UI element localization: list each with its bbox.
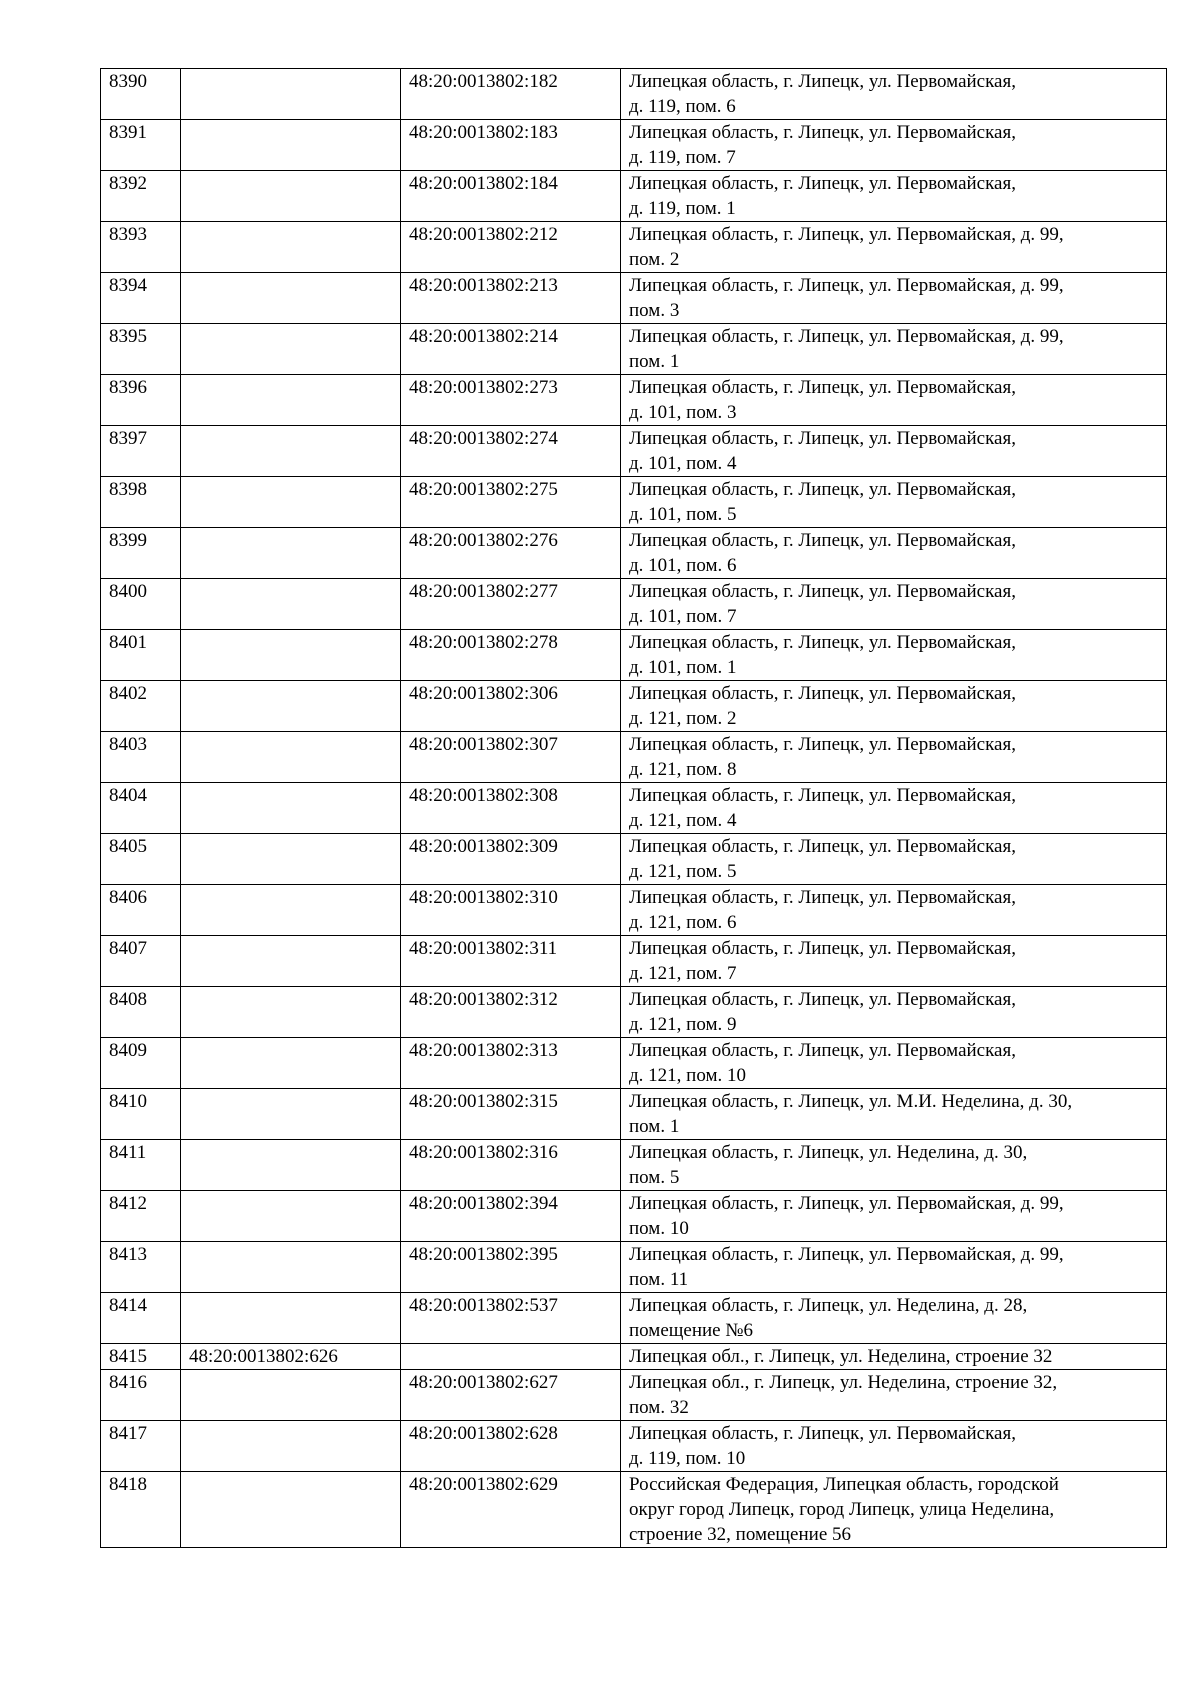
address-cell — [621, 324, 1167, 375]
building-cadastral-number-cell — [181, 1140, 401, 1191]
address-cell — [621, 1344, 1167, 1370]
room-cadastral-number-cell: 48:20:0013802:213 — [401, 273, 621, 324]
room-cadastral-number-cell: 48:20:0013802:274 — [401, 426, 621, 477]
building-cadastral-number-cell — [181, 528, 401, 579]
row-number-cell: 8405 — [101, 834, 181, 885]
address-line: Липецкая область, г. Липецк, ул. Первомайская, — [629, 1040, 1016, 1061]
room-cadastral-number-cell: 48:20:0013802:309 — [401, 834, 621, 885]
address-cell — [621, 834, 1167, 885]
address-line: строение 32, помещение 56 — [629, 1524, 851, 1545]
row-number-cell: 8402 — [101, 681, 181, 732]
building-cadastral-number-cell — [181, 732, 401, 783]
building-cadastral-number-cell — [181, 1089, 401, 1140]
row-number-cell: 8396 — [101, 375, 181, 426]
room-cadastral-number-cell: 48:20:0013802:182 — [401, 69, 621, 120]
address-line: пом. 1 — [629, 351, 680, 372]
table-row — [101, 1242, 1167, 1293]
room-cadastral-number-cell: 48:20:0013802:275 — [401, 477, 621, 528]
row-number-cell: 8406 — [101, 885, 181, 936]
row-number-cell: 8413 — [101, 1242, 181, 1293]
building-cadastral-number-cell — [181, 1038, 401, 1089]
building-cadastral-number-cell — [181, 987, 401, 1038]
room-cadastral-number-cell: 48:20:0013802:627 — [401, 1370, 621, 1421]
table-row — [101, 630, 1167, 681]
building-cadastral-number-cell — [181, 1242, 401, 1293]
row-number-cell: 8395 — [101, 324, 181, 375]
address-cell — [621, 1089, 1167, 1140]
room-cadastral-number-cell: 48:20:0013802:310 — [401, 885, 621, 936]
row-number-cell: 8403 — [101, 732, 181, 783]
row-number-cell: 8408 — [101, 987, 181, 1038]
address-line: пом. 2 — [629, 249, 680, 270]
building-cadastral-number-cell — [181, 1191, 401, 1242]
address-line: д. 119, пом. 6 — [629, 96, 736, 117]
address-cell — [621, 69, 1167, 120]
row-number-cell: 8398 — [101, 477, 181, 528]
address-line: Липецкая область, г. Липецк, ул. Первомайская, — [629, 428, 1016, 449]
building-cadastral-number-cell — [181, 681, 401, 732]
room-cadastral-number-cell: 48:20:0013802:277 — [401, 579, 621, 630]
row-number-cell: 8390 — [101, 69, 181, 120]
room-cadastral-number-cell: 48:20:0013802:395 — [401, 1242, 621, 1293]
table-row — [101, 681, 1167, 732]
address-line: помещение №6 — [629, 1320, 753, 1341]
address-line: Липецкая область, г. Липецк, ул. Первомайская, — [629, 377, 1016, 398]
room-cadastral-number-cell: 48:20:0013802:316 — [401, 1140, 621, 1191]
building-cadastral-number-cell — [181, 1472, 401, 1548]
address-cell — [621, 1370, 1167, 1421]
building-cadastral-number-cell — [181, 1421, 401, 1472]
room-cadastral-number-cell: 48:20:0013802:394 — [401, 1191, 621, 1242]
room-cadastral-number-cell: 48:20:0013802:312 — [401, 987, 621, 1038]
table-row — [101, 477, 1167, 528]
address-line: д. 101, пом. 1 — [629, 657, 737, 678]
building-cadastral-number-cell — [181, 69, 401, 120]
address-line: Липецкая область, г. Липецк, ул. Первомайская, — [629, 71, 1016, 92]
address-line: пом. 11 — [629, 1269, 689, 1290]
row-number-cell: 8418 — [101, 1472, 181, 1548]
building-cadastral-number-cell — [181, 273, 401, 324]
row-number-cell: 8400 — [101, 579, 181, 630]
address-line: д. 121, пом. 2 — [629, 708, 737, 729]
address-cell — [621, 1421, 1167, 1472]
address-line: д. 101, пом. 7 — [629, 606, 737, 627]
address-line: округ город Липецк, город Липецк, улица Неделина, — [629, 1499, 1055, 1520]
address-line: Липецкая область, г. Липецк, ул. Первомайская, — [629, 785, 1016, 806]
building-cadastral-number-cell — [181, 936, 401, 987]
address-line: пом. 5 — [629, 1167, 680, 1188]
address-line: Липецкая область, г. Липецк, ул. Первомайская, д. 99, — [629, 275, 1064, 296]
address-line: д. 119, пом. 1 — [629, 198, 736, 219]
address-line: Липецкая область, г. Липецк, ул. Первомайская, — [629, 1423, 1016, 1444]
table-row — [101, 1472, 1167, 1548]
address-line: пом. 32 — [629, 1397, 689, 1418]
address-line: Липецкая область, г. Липецк, ул. Неделина, д. 28, — [629, 1295, 1028, 1316]
address-line: Липецкая обл., г. Липецк, ул. Неделина, строение 32 — [629, 1346, 1053, 1367]
address-cell — [621, 426, 1167, 477]
building-cadastral-number-cell — [181, 171, 401, 222]
table-row — [101, 885, 1167, 936]
building-cadastral-number-cell — [181, 375, 401, 426]
row-number-cell: 8417 — [101, 1421, 181, 1472]
table-row — [101, 1191, 1167, 1242]
table-row — [101, 426, 1167, 477]
table-row — [101, 1293, 1167, 1344]
address-line: д. 101, пом. 3 — [629, 402, 737, 423]
address-cell — [621, 477, 1167, 528]
address-line: д. 121, пом. 7 — [629, 963, 737, 984]
room-cadastral-number-cell: 48:20:0013802:276 — [401, 528, 621, 579]
building-cadastral-number-cell: 48:20:0013802:626 — [181, 1344, 401, 1370]
address-line: д. 121, пом. 10 — [629, 1065, 746, 1086]
room-cadastral-number-cell: 48:20:0013802:212 — [401, 222, 621, 273]
address-line: Липецкая область, г. Липецк, ул. Первомайская, д. 99, — [629, 1244, 1064, 1265]
room-cadastral-number-cell: 48:20:0013802:214 — [401, 324, 621, 375]
room-cadastral-number-cell: 48:20:0013802:184 — [401, 171, 621, 222]
table-row — [101, 528, 1167, 579]
address-line: д. 121, пом. 4 — [629, 810, 737, 831]
address-line: Липецкая область, г. Липецк, ул. Первомайская, — [629, 173, 1016, 194]
address-line: д. 121, пом. 6 — [629, 912, 737, 933]
room-cadastral-number-cell: 48:20:0013802:308 — [401, 783, 621, 834]
row-number-cell: 8394 — [101, 273, 181, 324]
address-cell — [621, 1140, 1167, 1191]
table-row — [101, 1089, 1167, 1140]
address-line: д. 101, пом. 6 — [629, 555, 737, 576]
building-cadastral-number-cell — [181, 1293, 401, 1344]
row-number-cell: 8404 — [101, 783, 181, 834]
table-row — [101, 1038, 1167, 1089]
room-cadastral-number-cell: 48:20:0013802:628 — [401, 1421, 621, 1472]
address-cell — [621, 936, 1167, 987]
building-cadastral-number-cell — [181, 324, 401, 375]
room-cadastral-number-cell: 48:20:0013802:311 — [401, 936, 621, 987]
row-number-cell: 8392 — [101, 171, 181, 222]
row-number-cell: 8409 — [101, 1038, 181, 1089]
address-cell — [621, 222, 1167, 273]
address-line: д. 121, пом. 8 — [629, 759, 737, 780]
row-number-cell: 8414 — [101, 1293, 181, 1344]
row-number-cell: 8393 — [101, 222, 181, 273]
row-number-cell: 8411 — [101, 1140, 181, 1191]
address-line: Липецкая область, г. Липецк, ул. Первомайская, — [629, 479, 1016, 500]
address-cell — [621, 375, 1167, 426]
address-line: Липецкая область, г. Липецк, ул. Первомайская, — [629, 887, 1016, 908]
room-cadastral-number-cell: 48:20:0013802:278 — [401, 630, 621, 681]
address-cell — [621, 1038, 1167, 1089]
address-cell — [621, 120, 1167, 171]
address-line: пом. 3 — [629, 300, 680, 321]
address-line: Липецкая область, г. Липецк, ул. Первомайская, — [629, 989, 1016, 1010]
table-row — [101, 120, 1167, 171]
building-cadastral-number-cell — [181, 1370, 401, 1421]
table-row — [101, 222, 1167, 273]
address-cell — [621, 681, 1167, 732]
table-row — [101, 783, 1167, 834]
address-line: Липецкая область, г. Липецк, ул. Первомайская, д. 99, — [629, 326, 1064, 347]
table-row — [101, 1370, 1167, 1421]
address-line: Липецкая область, г. Липецк, ул. Первомайская, — [629, 530, 1016, 551]
building-cadastral-number-cell — [181, 120, 401, 171]
address-line: Липецкая область, г. Липецк, ул. Первомайская, — [629, 632, 1016, 653]
building-cadastral-number-cell — [181, 885, 401, 936]
address-line: д. 101, пом. 4 — [629, 453, 737, 474]
table-row — [101, 732, 1167, 783]
row-number-cell: 8397 — [101, 426, 181, 477]
building-cadastral-number-cell — [181, 630, 401, 681]
address-line: Липецкая область, г. Липецк, ул. Первомайская, — [629, 581, 1016, 602]
table-row — [101, 1344, 1167, 1370]
registry-table-body — [101, 69, 1167, 1548]
row-number-cell: 8410 — [101, 1089, 181, 1140]
address-line: Липецкая область, г. Липецк, ул. Неделина, д. 30, — [629, 1142, 1028, 1163]
address-line: Липецкая область, г. Липецк, ул. Первомайская, — [629, 683, 1016, 704]
building-cadastral-number-cell — [181, 579, 401, 630]
address-line: д. 121, пом. 5 — [629, 861, 737, 882]
table-row — [101, 834, 1167, 885]
table-row — [101, 273, 1167, 324]
row-number-cell: 8399 — [101, 528, 181, 579]
registry-table — [100, 68, 1167, 1548]
room-cadastral-number-cell: 48:20:0013802:183 — [401, 120, 621, 171]
table-row — [101, 171, 1167, 222]
building-cadastral-number-cell — [181, 834, 401, 885]
table-row — [101, 987, 1167, 1038]
room-cadastral-number-cell: 48:20:0013802:315 — [401, 1089, 621, 1140]
room-cadastral-number-cell: 48:20:0013802:313 — [401, 1038, 621, 1089]
address-line: д. 119, пом. 7 — [629, 147, 736, 168]
address-line: д. 101, пом. 5 — [629, 504, 737, 525]
room-cadastral-number-cell: 48:20:0013802:629 — [401, 1472, 621, 1548]
address-cell — [621, 579, 1167, 630]
address-line: Липецкая область, г. Липецк, ул. Первомайская, д. 99, — [629, 224, 1064, 245]
table-row — [101, 375, 1167, 426]
table-row — [101, 1140, 1167, 1191]
address-cell — [621, 1191, 1167, 1242]
address-line: Липецкая область, г. Липецк, ул. Первомайская, — [629, 938, 1016, 959]
address-line: пом. 10 — [629, 1218, 689, 1239]
table-row — [101, 1421, 1167, 1472]
address-cell — [621, 885, 1167, 936]
address-cell — [621, 630, 1167, 681]
room-cadastral-number-cell: 48:20:0013802:273 — [401, 375, 621, 426]
room-cadastral-number-cell: 48:20:0013802:537 — [401, 1293, 621, 1344]
address-line: Липецкая обл., г. Липецк, ул. Неделина, строение 32, — [629, 1372, 1058, 1393]
address-line: пом. 1 — [629, 1116, 680, 1137]
address-cell — [621, 171, 1167, 222]
address-cell — [621, 987, 1167, 1038]
room-cadastral-number-cell: 48:20:0013802:306 — [401, 681, 621, 732]
row-number-cell: 8407 — [101, 936, 181, 987]
address-cell — [621, 732, 1167, 783]
address-line: Липецкая область, г. Липецк, ул. Первомайская, д. 99, — [629, 1193, 1064, 1214]
table-row — [101, 936, 1167, 987]
address-line: д. 119, пом. 10 — [629, 1448, 746, 1469]
address-cell — [621, 273, 1167, 324]
address-line: д. 121, пом. 9 — [629, 1014, 737, 1035]
row-number-cell: 8391 — [101, 120, 181, 171]
address-cell — [621, 1472, 1167, 1548]
address-cell — [621, 1293, 1167, 1344]
address-cell — [621, 783, 1167, 834]
address-line: Липецкая область, г. Липецк, ул. М.И. Неделина, д. 30, — [629, 1091, 1073, 1112]
row-number-cell: 8412 — [101, 1191, 181, 1242]
row-number-cell: 8416 — [101, 1370, 181, 1421]
room-cadastral-number-cell: 48:20:0013802:307 — [401, 732, 621, 783]
row-number-cell: 8401 — [101, 630, 181, 681]
building-cadastral-number-cell — [181, 783, 401, 834]
building-cadastral-number-cell — [181, 477, 401, 528]
address-line: Липецкая область, г. Липецк, ул. Первомайская, — [629, 734, 1016, 755]
building-cadastral-number-cell — [181, 426, 401, 477]
row-number-cell: 8415 — [101, 1344, 181, 1370]
address-line: Липецкая область, г. Липецк, ул. Первомайская, — [629, 836, 1016, 857]
address-line: Российская Федерация, Липецкая область, городской — [629, 1474, 1059, 1495]
table-row — [101, 69, 1167, 120]
room-cadastral-number-cell — [401, 1344, 621, 1370]
table-row — [101, 579, 1167, 630]
building-cadastral-number-cell — [181, 222, 401, 273]
address-line: Липецкая область, г. Липецк, ул. Первомайская, — [629, 122, 1016, 143]
address-cell — [621, 528, 1167, 579]
address-cell — [621, 1242, 1167, 1293]
table-row — [101, 324, 1167, 375]
